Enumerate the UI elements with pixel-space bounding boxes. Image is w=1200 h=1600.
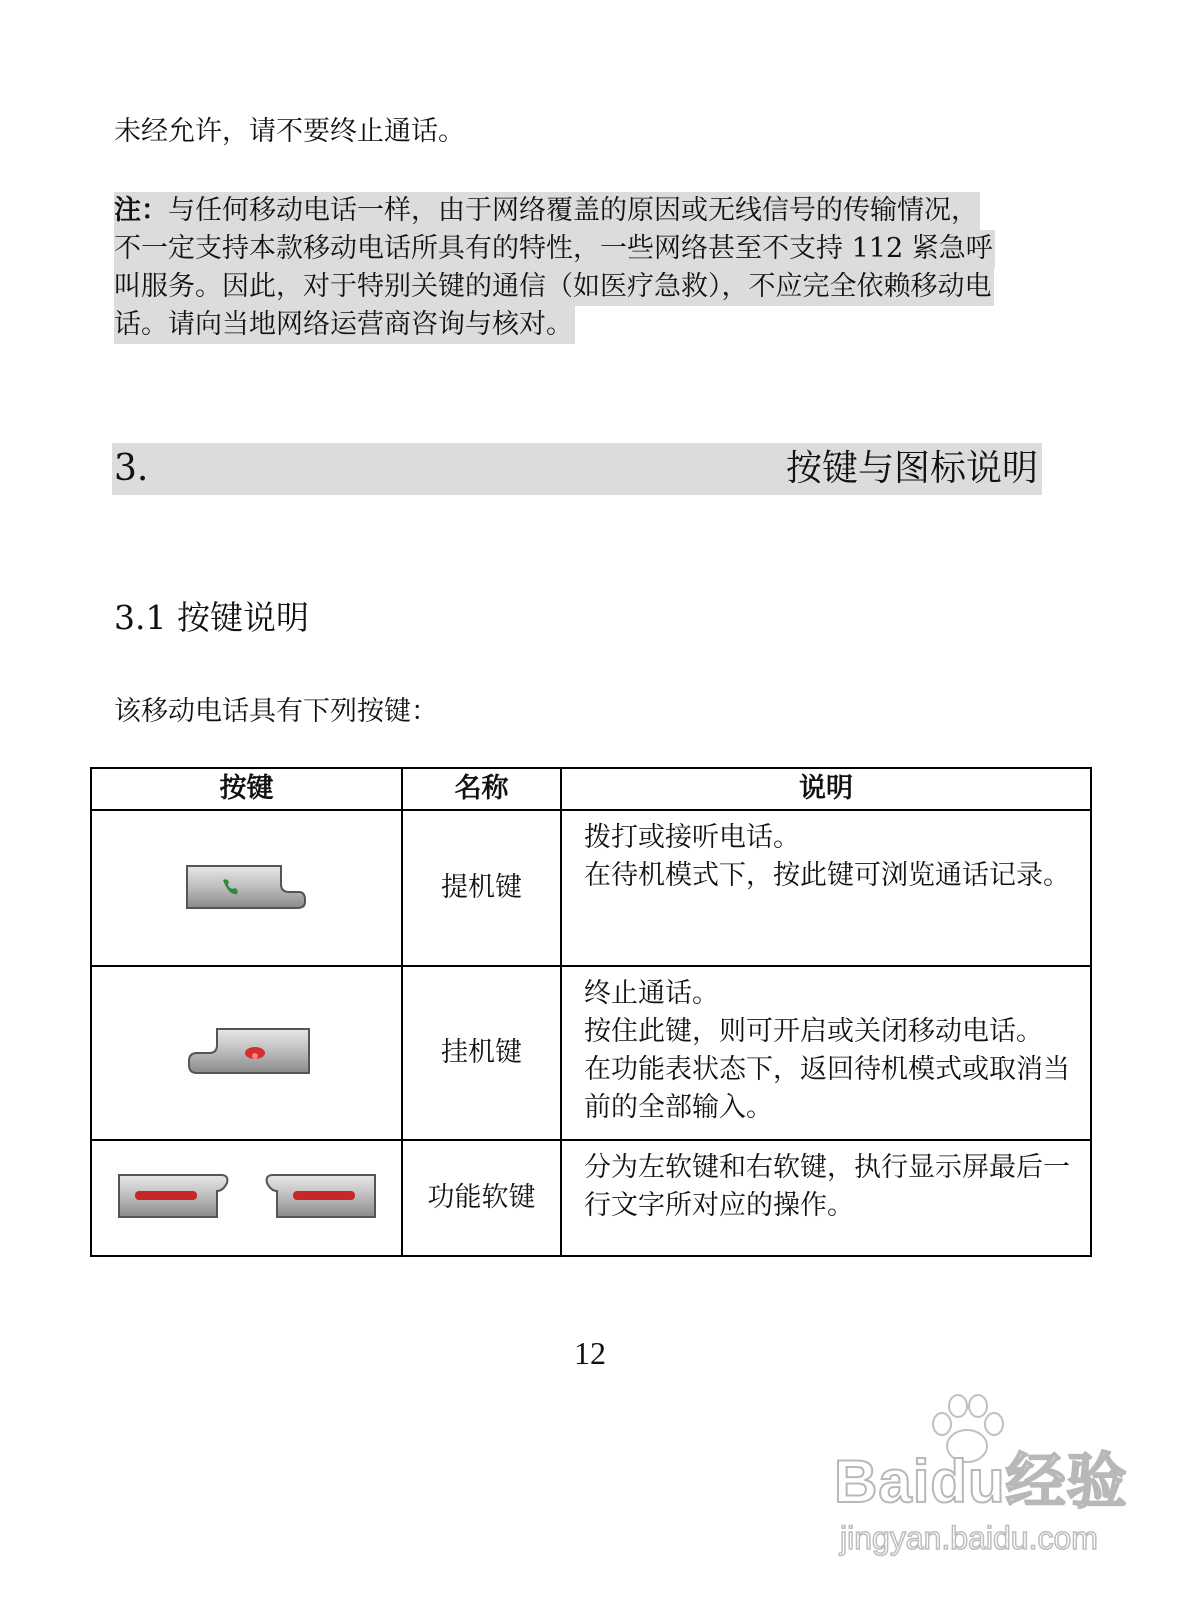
note-label: 注： <box>114 195 168 226</box>
key-desc <box>561 966 1091 1140</box>
key-desc <box>561 810 1091 966</box>
table-row <box>91 966 1091 1140</box>
soft-keys-icon <box>117 1171 377 1221</box>
chapter-title: 按键与图标说明 <box>785 448 1038 489</box>
desc-line: 按住此键，则可开启或关闭移动电话。 <box>584 1016 1043 1047</box>
desc-line: 在功能表状态下，返回待机模式或取消当前的全部输入。 <box>584 1054 1070 1123</box>
key-name: 功能软键 <box>402 1140 561 1256</box>
call-key-icon <box>185 862 309 910</box>
table-header-row <box>91 768 1091 810</box>
note-line: 不一定支持本款移动电话所具有的特性，一些网络甚至不支持 112 紧急呼 <box>114 230 995 268</box>
end-key-icon <box>183 1025 311 1077</box>
keys-table <box>90 767 1092 1257</box>
desc-line: 终止通话。 <box>584 978 719 1009</box>
intro-text: 未经允许，请不要终止通话。 <box>114 116 465 147</box>
watermark-text: Baidu经验 <box>834 1448 1128 1515</box>
key-desc <box>561 1140 1091 1256</box>
key-name: 挂机键 <box>402 966 561 1140</box>
table-row <box>91 810 1091 966</box>
header-name: 名称 <box>402 768 561 810</box>
note-block <box>114 192 995 344</box>
table-row <box>91 1140 1091 1256</box>
desc-line: 分为左软键和右软键，执行显示屏最后一行文字所对应的操作。 <box>584 1152 1070 1221</box>
section-heading: 3.1 按键说明 <box>114 598 309 637</box>
key-name: 提机键 <box>402 810 561 966</box>
note-line <box>114 192 980 230</box>
header-desc: 说明 <box>561 768 1091 810</box>
key-cell <box>91 1140 402 1256</box>
note-line: 话。请向当地网络运营商咨询与核对。 <box>114 306 575 344</box>
note-line-text: 与任何移动电话一样，由于网络覆盖的原因或无线信号的传输情况， <box>168 195 978 226</box>
page-number: 12 <box>574 1335 606 1371</box>
desc-line: 拨打或接听电话。 <box>584 822 800 853</box>
chapter-number: 3. <box>114 448 149 489</box>
lead-text: 该移动电话具有下列按键： <box>114 696 438 727</box>
key-cell <box>91 810 402 966</box>
desc-line: 在待机模式下，按此键可浏览通话记录。 <box>584 860 1070 891</box>
header-key: 按键 <box>91 768 402 810</box>
watermark-url: jingyan.baidu.com <box>840 1520 1098 1556</box>
key-cell <box>91 966 402 1140</box>
chapter-heading <box>112 443 1042 495</box>
note-line: 叫服务。因此，对于特别关键的通信（如医疗急救），不应完全依赖移动电 <box>114 268 994 306</box>
baidu-watermark <box>830 1390 1130 1585</box>
